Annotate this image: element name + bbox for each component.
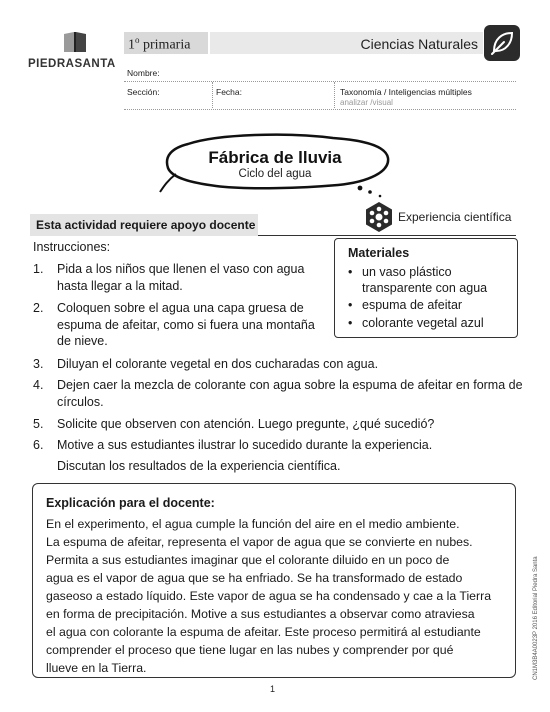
activity-type-label: Experiencia científica (398, 210, 512, 224)
explanation-line: agua es el vapor de agua que se ha enfriado. Se ha transformado de estado (46, 571, 463, 585)
taxonomy-label: Taxonomía / Inteligencias múltiples (340, 87, 472, 97)
section-label: Sección: (127, 87, 160, 97)
brand-name: PIEDRASANTA (28, 58, 116, 70)
grade-label: 1$^o$ primaria (128, 35, 191, 53)
document-code: CN1M3B4A0023P 2016 Editorial Piedra Santa (533, 556, 539, 680)
explanation-title: Explicación para el docente: (46, 496, 215, 510)
book-icon (62, 30, 88, 54)
explanation-line: gaseoso a estado líquido. Este vapor de agua se ha condensado y cae a la Tierra (46, 589, 492, 603)
name-line (124, 81, 516, 82)
page-title: Fábrica de lluvia (208, 148, 342, 167)
subject-label: Ciencias Naturales (360, 36, 478, 52)
divider (212, 82, 213, 108)
date-label: Fecha: (216, 87, 242, 97)
divider (334, 82, 335, 108)
leaf-icon (488, 29, 516, 57)
support-banner (30, 214, 258, 236)
taxonomy-values: analizar /visual (340, 98, 393, 107)
explanation-line: el agua con colorante la espuma de afeitar. Este proceso permitirá al estudiante (46, 625, 481, 639)
name-label: Nombre: (127, 68, 160, 78)
explanation-line: La espuma de afeitar, representa el vapor de agua que se convierte en nubes. (46, 535, 473, 549)
support-banner-text: Esta actividad requiere apoyo docente (36, 218, 256, 232)
materials-box: Materiales • un vaso plástico transparente con agua • espuma de afeitar • colorante vegetal azul (334, 238, 518, 338)
instructions-heading: Instrucciones: (33, 240, 111, 254)
explanation-line: En el experimento, el agua cumple la función del aire en el medio ambiente. (46, 517, 460, 531)
molecule-icon (363, 201, 395, 233)
page-number: 1 (270, 684, 276, 694)
materials-title: Materiales (348, 246, 410, 260)
section-rule (258, 235, 516, 236)
section-line (124, 109, 516, 110)
subject-icon-box (484, 25, 520, 61)
explanation-line: llueve en la Tierra. (46, 661, 147, 675)
page-subtitle: Ciclo del agua (238, 168, 312, 180)
teacher-explanation-box (32, 483, 516, 678)
explanation-line: comprender el proceso que tiene lugar en las nubes y comprender por qué (46, 643, 454, 657)
explanation-line: Permita a sus estudiantes imaginar que el colorante diluido en un poco de (46, 553, 450, 567)
explanation-line: en forma de precipitación. Motive a sus estudiantes a observar como atraviesa (46, 607, 475, 621)
